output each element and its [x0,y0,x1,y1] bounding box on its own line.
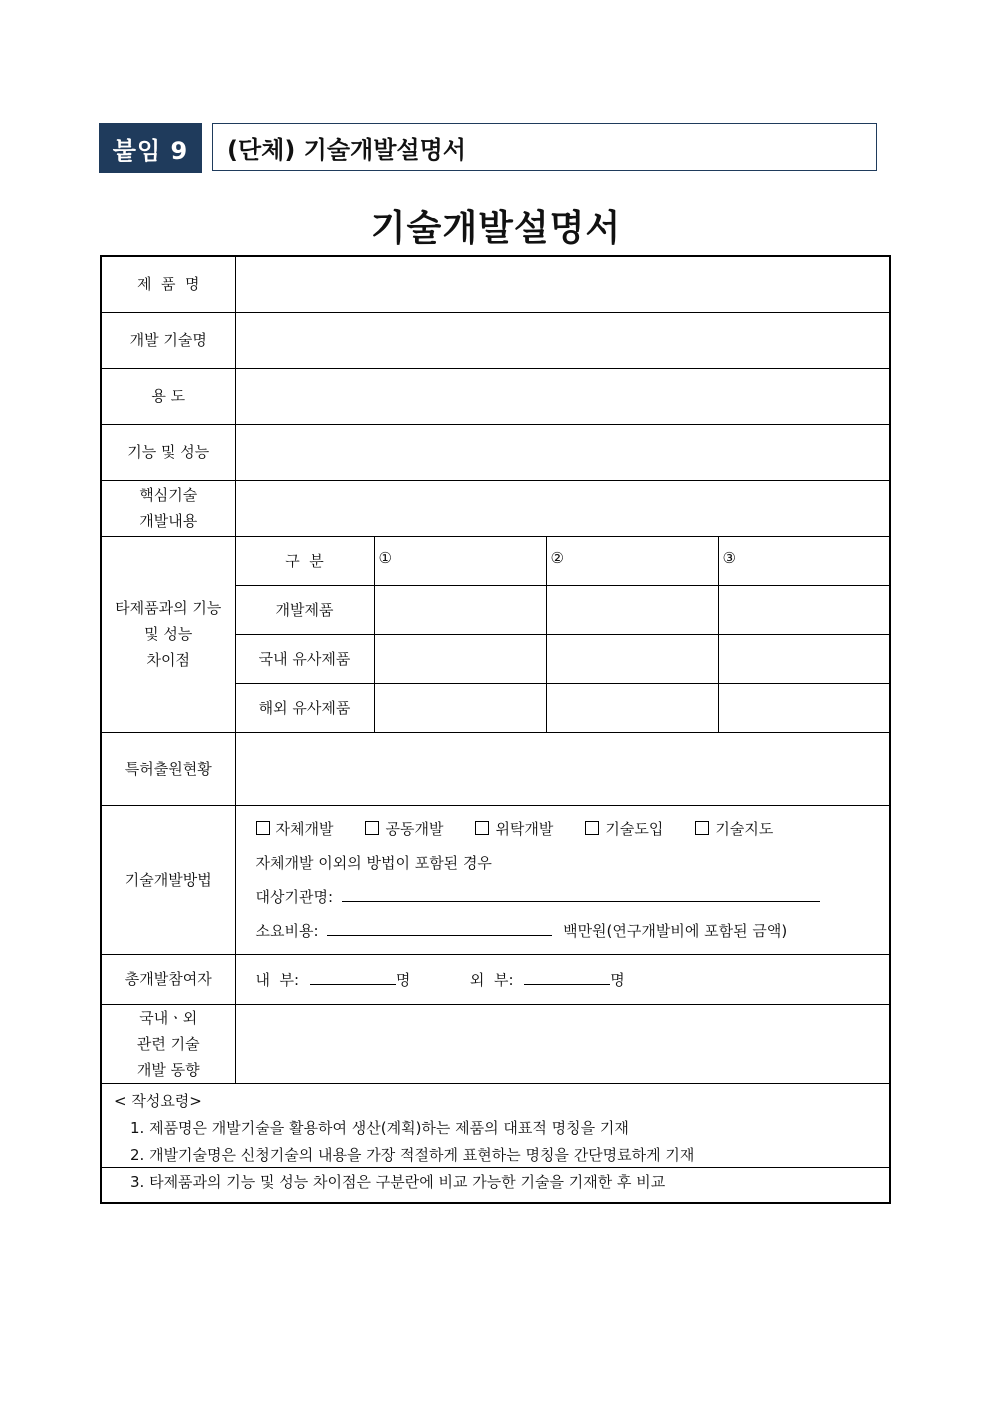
checkbox-guidance[interactable] [695,821,709,835]
field-trend[interactable] [235,1004,890,1083]
row-core-tech [101,480,890,536]
comparison-mark-2: ② [546,536,718,585]
label-developed-product: 개발제품 [235,585,374,634]
attachment-badge [99,123,202,173]
guide-item-3: 3. 타제품과의 기능 및 성능 차이점은 구분란에 비교 가능한 기술을 기재한 후 비교 [130,1172,666,1191]
row-function [101,424,890,480]
checkbox-introduction[interactable] [585,821,599,835]
outer-count-input[interactable] [524,970,610,985]
field-domestic-1[interactable] [374,634,546,683]
option-self-label: 자체개발 [275,819,334,838]
option-self[interactable] [256,812,334,846]
outer-label: 외 부: [469,970,514,989]
field-domestic-2[interactable] [546,634,718,683]
row-comparison-header [101,536,890,585]
label-domestic-similar: 국내 유사제품 [235,634,374,683]
writing-guide [101,1083,890,1203]
label-trend-line2: 관련 기술 [136,1034,200,1053]
label-function: 기능 및 성능 [101,424,235,480]
field-function[interactable] [235,424,890,480]
label-difference-line1: 타제품과의 기능 [115,599,222,617]
field-developed-1[interactable] [374,585,546,634]
option-commissioned-label: 위탁개발 [495,819,554,838]
target-input[interactable] [342,887,820,902]
method-cell [235,805,890,954]
outer-unit: 명 [610,970,625,989]
field-patent[interactable] [235,732,890,805]
comparison-mark-3: ③ [718,536,890,585]
method-target-line [256,880,890,914]
option-introduction-label: 기술도입 [605,819,664,838]
label-trend-line1: 국내ㆍ외 [139,1008,198,1027]
header-title: (단체) 기술개발설명서 [227,135,466,164]
option-commissioned[interactable] [475,812,553,846]
tech-description-form [100,255,891,1204]
inner-count-input[interactable] [310,970,396,985]
label-difference-line3: 차이점 [146,651,190,669]
row-patent [101,732,890,805]
field-overseas-3[interactable] [718,683,890,732]
method-note: 자체개발 이외의 방법이 포함된 경우 [255,853,492,872]
cost-label: 소요비용: [255,921,319,940]
field-developed-3[interactable] [718,585,890,634]
row-method [101,805,890,954]
label-difference-line2: 및 성능 [144,625,193,643]
label-trend-line3: 개발 동향 [136,1060,200,1079]
option-joint[interactable] [365,812,443,846]
row-product-name [101,256,890,312]
guide-item-1: 1. 제품명은 개발기술을 활용하여 생산(계획)하는 제품의 대표적 명칭을 기재 [130,1118,629,1137]
inner-unit: 명 [395,970,411,989]
label-core-tech-line1: 핵심기술 [139,486,198,504]
guide-item-2: 2. 개발기술명은 신청기술의 내용을 가장 적절하게 표현하는 명칭을 간단명료하게 기재 [130,1145,695,1164]
field-domestic-3[interactable] [718,634,890,683]
label-trend [101,1004,235,1083]
field-overseas-2[interactable] [546,683,718,732]
label-core-tech [101,480,235,536]
option-guidance[interactable] [695,812,773,846]
row-guide [101,1083,890,1203]
participants-cell [235,954,890,1004]
header-title-box [212,123,877,171]
cost-input[interactable] [327,921,552,936]
field-usage[interactable] [235,368,890,424]
cost-unit: 백만원(연구개발비에 포함된 금액) [563,921,788,940]
row-usage [101,368,890,424]
label-difference [101,536,235,732]
badge-text: 붙임 9 [112,136,189,165]
method-cost-line [256,914,890,948]
label-usage: 용 도 [101,368,235,424]
checkbox-joint[interactable] [365,821,379,835]
option-joint-label: 공동개발 [385,819,444,838]
inner-label: 내 부: [255,970,300,989]
option-guidance-label: 기술지도 [715,819,774,838]
row-trend [101,1004,890,1083]
row-tech-name [101,312,890,368]
label-core-tech-line2: 개발내용 [139,512,198,530]
label-participants: 총개발참여자 [101,954,235,1004]
label-patent: 특허출원현황 [101,732,235,805]
checkbox-commissioned[interactable] [475,821,489,835]
label-overseas-similar: 해외 유사제품 [235,683,374,732]
target-label: 대상기관명: [255,887,334,906]
label-method: 기술개발방법 [101,805,235,954]
field-developed-2[interactable] [546,585,718,634]
method-options [256,812,890,846]
table-bottom-rule [100,1167,891,1168]
field-tech-name[interactable] [235,312,890,368]
field-overseas-1[interactable] [374,683,546,732]
checkbox-self[interactable] [256,821,270,835]
field-product-name[interactable] [235,256,890,312]
label-tech-name: 개발 기술명 [101,312,235,368]
row-participants [101,954,890,1004]
option-introduction[interactable] [585,812,663,846]
document-title: 기술개발설명서 [370,208,622,249]
comparison-header-label: 구 분 [235,536,374,585]
guide-title: < 작성요령> [114,1091,202,1110]
comparison-mark-1: ① [374,536,546,585]
field-core-tech[interactable] [235,480,890,536]
label-product-name: 제 품 명 [101,256,235,312]
